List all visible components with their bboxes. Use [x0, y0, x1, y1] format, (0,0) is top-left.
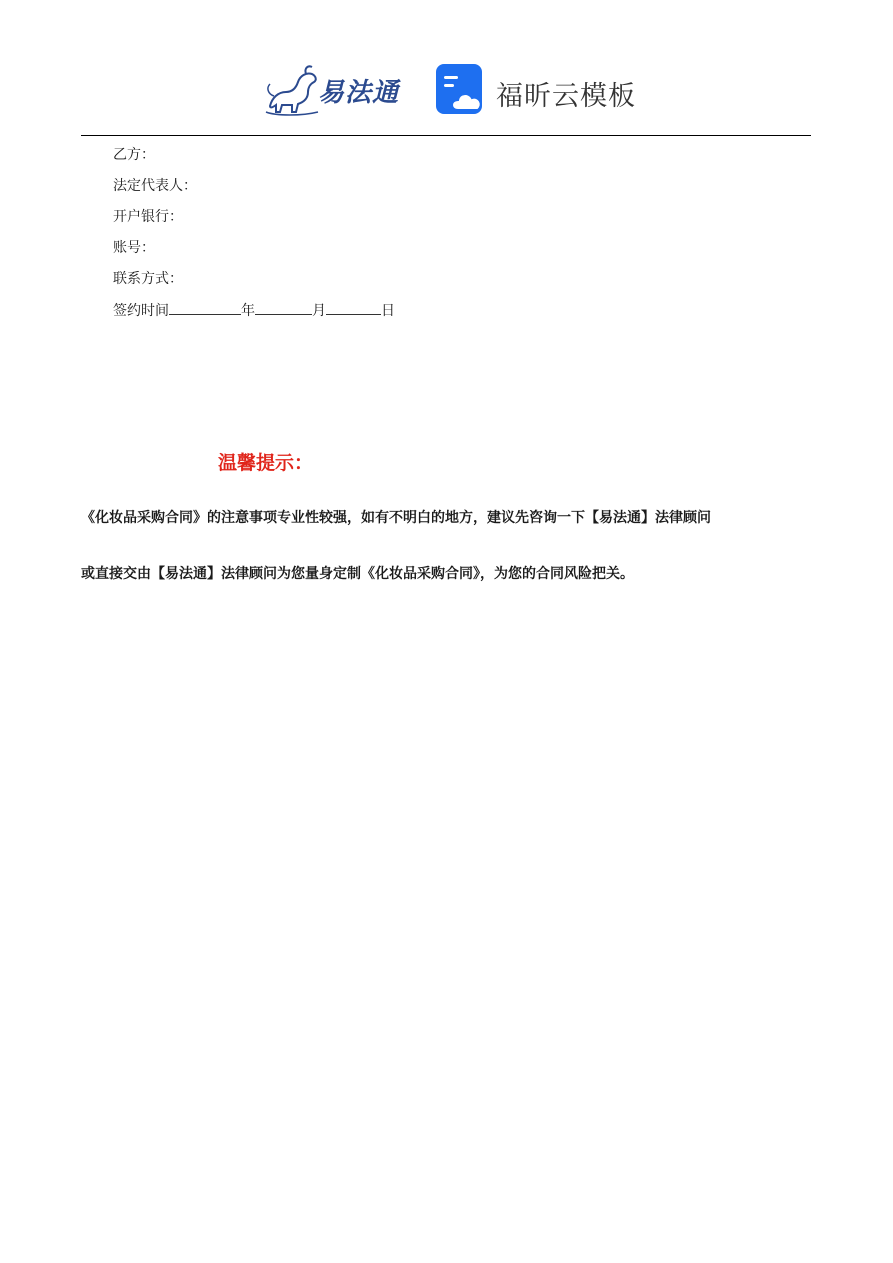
fuxin-logo — [436, 64, 636, 118]
header-logos — [0, 58, 893, 124]
legal-rep-field: 法定代表人： — [113, 178, 197, 194]
bank-field: 开户银行： — [113, 209, 183, 225]
yifatong-logo — [262, 62, 414, 118]
year-blank[interactable] — [169, 300, 241, 315]
day-label: 日 — [381, 303, 395, 319]
tip-line-2: 或直接交由【易法通】法律顾问为您量身定制《化妆品采购合同》，为您的合同风险把关。 — [81, 566, 634, 582]
month-label: 月 — [312, 303, 326, 319]
sign-time-label: 签约时间 — [113, 303, 169, 319]
fuxin-wordmark: 福昕云模板 — [496, 81, 636, 112]
day-blank[interactable] — [326, 300, 381, 315]
sign-date-field — [113, 300, 395, 320]
yifatong-wordmark: 易法通 — [318, 78, 400, 108]
tip-line-1: 《化妆品采购合同》的注意事项专业性较强，如有不明白的地方，建议先咨询一下【易法通】法律顾问 — [81, 510, 711, 526]
header-divider — [81, 135, 811, 136]
year-label: 年 — [241, 303, 255, 319]
qilin-icon — [262, 62, 322, 118]
tip-title: 温馨提示： — [218, 452, 314, 474]
party-b-field: 乙方： — [113, 147, 155, 163]
fuxin-cloud-icon — [436, 64, 488, 116]
month-blank[interactable] — [255, 300, 312, 315]
account-field: 账号： — [113, 240, 155, 256]
contact-field: 联系方式： — [113, 271, 183, 287]
